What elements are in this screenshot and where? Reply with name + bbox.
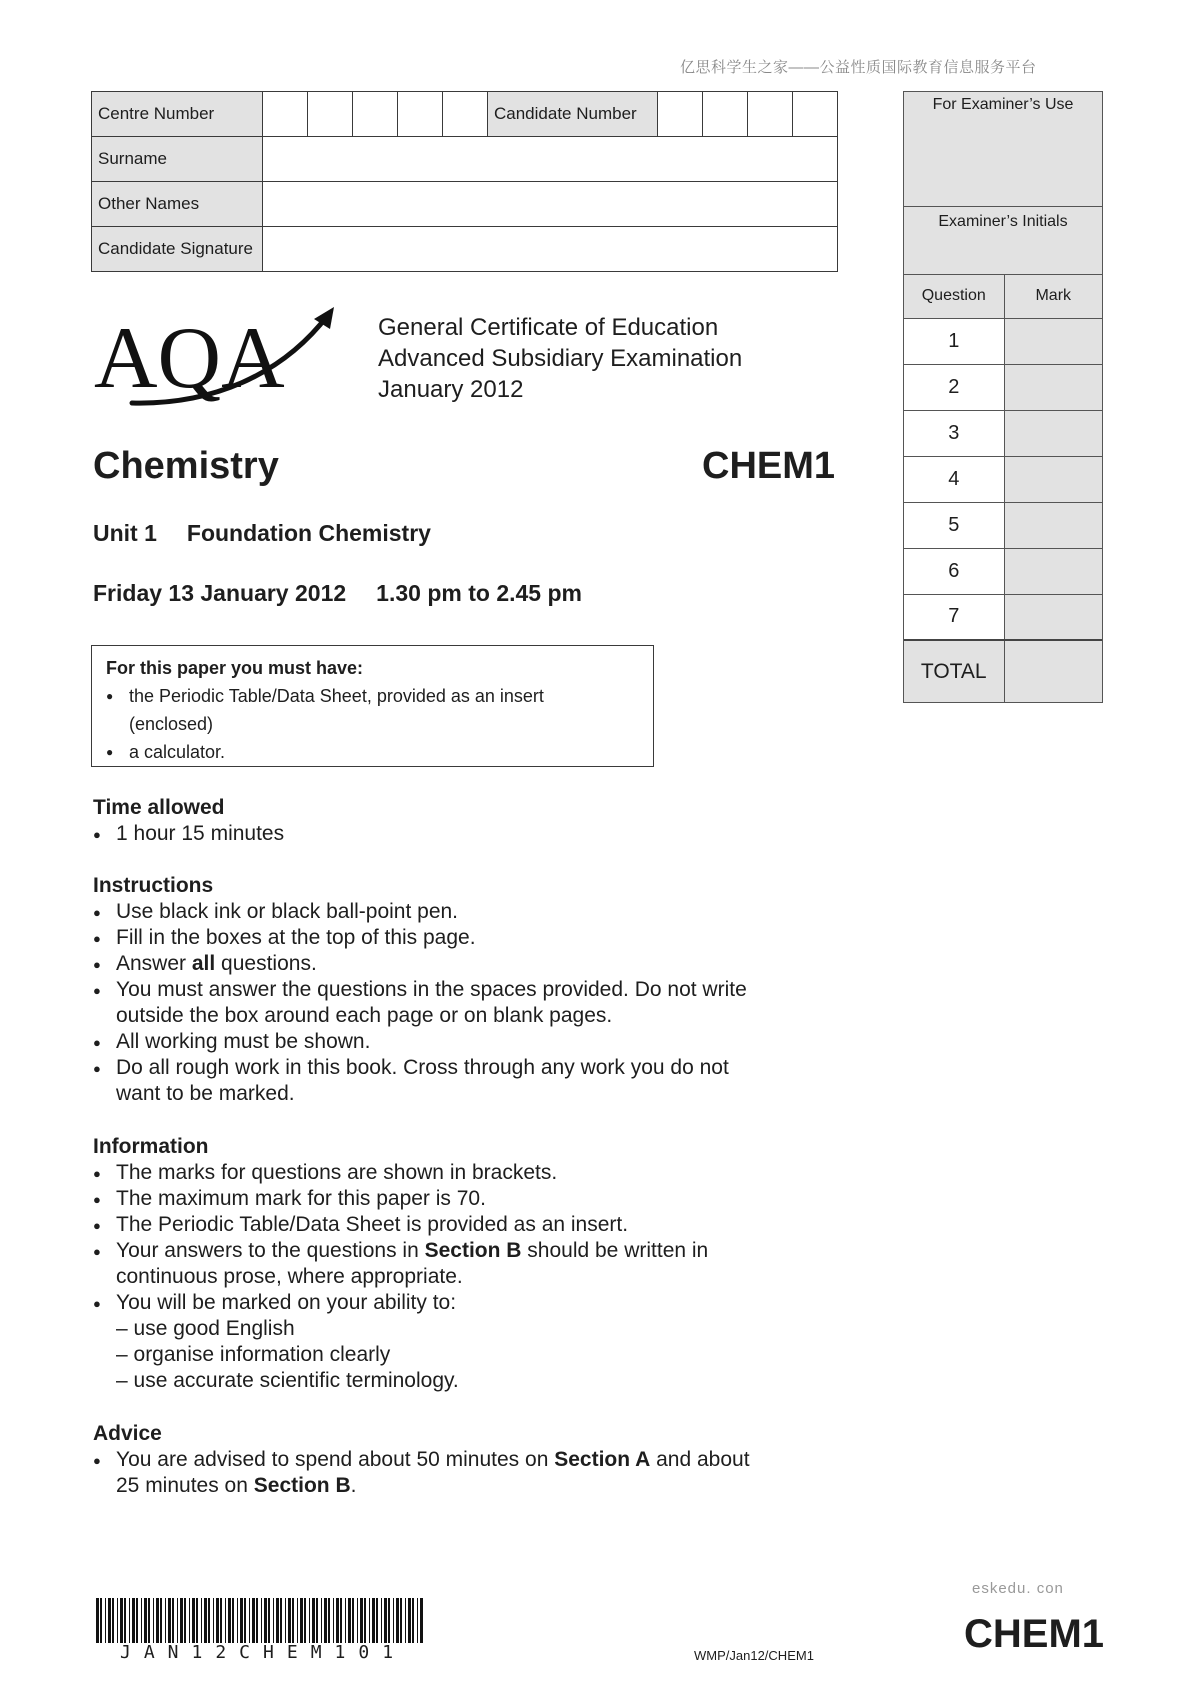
- centre-number-box[interactable]: [398, 92, 443, 137]
- barcode-bar: [100, 1598, 102, 1643]
- barcode-bar: [372, 1598, 375, 1643]
- barcode-bar: [156, 1598, 159, 1643]
- barcode-bar: [328, 1598, 330, 1643]
- barcode-bar: [304, 1598, 306, 1643]
- barcode-bar: [412, 1598, 414, 1643]
- sub-item: – use accurate scientific terminology.: [116, 1369, 459, 1392]
- centre-number-label: Centre Number: [92, 92, 263, 137]
- section-heading: Instructions: [93, 874, 214, 897]
- barcode-bar: [96, 1598, 99, 1643]
- barcode-bar: [129, 1598, 130, 1643]
- list-item: ● You are advised to spend about 50 minutes on Section A and about 25 minutes on Section B.: [93, 1447, 813, 1499]
- marks-grid: [904, 275, 1102, 702]
- barcode-bar: [276, 1598, 279, 1643]
- barcode-bar: [148, 1598, 150, 1643]
- materials-item: ● the Periodic Table/Data Sheet, provided as an insert (enclosed): [106, 682, 639, 738]
- instructions-section: [93, 873, 813, 1107]
- materials-heading: For this paper you must have:: [106, 658, 364, 678]
- list-item: ● You will be marked on your ability to:: [93, 1290, 813, 1316]
- total-label: TOTAL: [904, 640, 1004, 702]
- unit-name: Foundation Chemistry: [186, 520, 431, 546]
- barcode-bar: [105, 1598, 106, 1643]
- question-number: 7: [904, 594, 1004, 640]
- barcode-bar: [264, 1598, 267, 1643]
- barcode-bar: [108, 1598, 111, 1643]
- candidate-number-box[interactable]: [793, 92, 838, 137]
- question-number: 2: [904, 364, 1004, 410]
- barcode-bar: [132, 1598, 135, 1643]
- centre-number-box[interactable]: [443, 92, 488, 137]
- list-item: ● Do all rough work in this book. Cross through any work you do not want to be marked.: [93, 1055, 813, 1107]
- candidate-number-box[interactable]: [748, 92, 793, 137]
- candidate-number-label: Candidate Number: [488, 92, 658, 137]
- barcode-bar: [261, 1598, 262, 1643]
- information-section: [93, 1134, 813, 1394]
- question-number: 6: [904, 548, 1004, 594]
- centre-number-box[interactable]: [263, 92, 308, 137]
- list-item: ● Answer all questions.: [93, 951, 813, 977]
- unit-number: Unit 1: [93, 520, 157, 546]
- other-names-field[interactable]: [263, 182, 838, 227]
- materials-item: ● a calculator.: [106, 738, 639, 766]
- barcode-bar: [420, 1598, 423, 1643]
- barcode-bar: [285, 1598, 286, 1643]
- list-item: ● Your answers to the questions in Section B should be written in continuous prose, where appropriate.: [93, 1238, 813, 1290]
- section-heading: Time allowed: [93, 796, 225, 819]
- barcode-bar: [165, 1598, 166, 1643]
- barcode-bar: [376, 1598, 378, 1643]
- barcode-bar: [300, 1598, 303, 1643]
- barcode-bar: [273, 1598, 274, 1643]
- barcode-bar: [369, 1598, 370, 1643]
- qualification-line: Advanced Subsidiary Examination: [378, 345, 743, 372]
- section-heading: Advice: [93, 1422, 162, 1445]
- mark-cell[interactable]: [1004, 456, 1102, 502]
- exam-date: Friday 13 January 2012: [93, 580, 347, 606]
- candidate-number-box[interactable]: [703, 92, 748, 137]
- barcode-bar: [232, 1598, 234, 1643]
- barcode: [96, 1598, 426, 1643]
- section-heading: Information: [93, 1135, 209, 1158]
- candidate-number-box[interactable]: [658, 92, 703, 137]
- mark-cell[interactable]: [1004, 502, 1102, 548]
- list-item: ● You must answer the questions in the spaces provided. Do not write outside the box around each page or on blank pages.: [93, 977, 813, 1029]
- examiner-use-label: For Examiner’s Use: [904, 92, 1102, 207]
- question-number: 4: [904, 456, 1004, 502]
- barcode-bar: [168, 1598, 171, 1643]
- list-item: ● 1 hour 15 minutes: [93, 821, 813, 847]
- barcode-bar: [124, 1598, 126, 1643]
- mark-cell[interactable]: [1004, 410, 1102, 456]
- unit-title: [93, 520, 431, 547]
- barcode-bar: [393, 1598, 394, 1643]
- barcode-bar: [405, 1598, 406, 1643]
- barcode-bar: [381, 1598, 382, 1643]
- question-number: 3: [904, 410, 1004, 456]
- barcode-bar: [408, 1598, 411, 1643]
- barcode-bar: [249, 1598, 250, 1643]
- barcode-bar: [309, 1598, 310, 1643]
- exam-datetime: [93, 580, 582, 607]
- materials-box: [91, 645, 654, 767]
- barcode-bar: [216, 1598, 219, 1643]
- signature-label: Candidate Signature: [92, 227, 263, 272]
- mark-cell[interactable]: [1004, 318, 1102, 364]
- list-item: ● The maximum mark for this paper is 70.: [93, 1186, 813, 1212]
- question-number: 5: [904, 502, 1004, 548]
- barcode-bar: [396, 1598, 399, 1643]
- barcode-bar: [213, 1598, 214, 1643]
- surname-label: Surname: [92, 137, 263, 182]
- barcode-text: JAN12CHEM101: [120, 1642, 407, 1663]
- watermark-text: 亿思科学生之家——公益性质国际教育信息服务平台: [680, 59, 1037, 76]
- examiner-box: [903, 91, 1103, 703]
- mark-cell[interactable]: [1004, 594, 1102, 640]
- barcode-bar: [333, 1598, 334, 1643]
- barcode-bar: [324, 1598, 327, 1643]
- other-names-label: Other Names: [92, 182, 263, 227]
- question-header: Question: [904, 275, 1004, 318]
- mark-cell[interactable]: [1004, 364, 1102, 410]
- list-item: ● Fill in the boxes at the top of this page.: [93, 925, 813, 951]
- paper-code-footer: CHEM1: [964, 1612, 1105, 1656]
- barcode-bar: [252, 1598, 255, 1643]
- advice-section: [93, 1421, 813, 1499]
- examiner-initials-label: Examiner’s Initials: [904, 207, 1102, 275]
- list-item: ● Use black ink or black ball-point pen.: [93, 899, 813, 925]
- barcode-bar: [340, 1598, 342, 1643]
- list-item: ● The marks for questions are shown in brackets.: [93, 1160, 813, 1186]
- barcode-bar: [237, 1598, 238, 1643]
- barcode-bar: [153, 1598, 154, 1643]
- total-mark-cell[interactable]: [1004, 640, 1102, 702]
- list-item: ● All working must be shown.: [93, 1029, 813, 1055]
- barcode-bar: [160, 1598, 162, 1643]
- barcode-bar: [220, 1598, 222, 1643]
- barcode-bar: [184, 1598, 186, 1643]
- signature-field[interactable]: [263, 227, 838, 272]
- site-watermark: eskedu. con: [972, 1580, 1064, 1597]
- barcode-bar: [384, 1598, 387, 1643]
- barcode-bar: [117, 1598, 118, 1643]
- barcode-bar: [172, 1598, 174, 1643]
- exam-session: January 2012: [378, 376, 524, 403]
- time-allowed-section: [93, 795, 813, 847]
- barcode-bar: [120, 1598, 123, 1643]
- barcode-bar: [192, 1598, 195, 1643]
- barcode-bar: [208, 1598, 210, 1643]
- barcode-bar: [345, 1598, 346, 1643]
- centre-number-box[interactable]: [353, 92, 398, 137]
- barcode-bar: [225, 1598, 226, 1643]
- barcode-bar: [144, 1598, 147, 1643]
- candidate-details-table: [91, 91, 838, 272]
- barcode-bar: [244, 1598, 246, 1643]
- barcode-bar: [360, 1598, 363, 1643]
- barcode-bar: [352, 1598, 354, 1643]
- barcode-bar: [240, 1598, 243, 1643]
- svg-text:AQA: AQA: [94, 310, 285, 407]
- barcode-bar: [312, 1598, 315, 1643]
- barcode-bar: [136, 1598, 138, 1643]
- list-item: ● The Periodic Table/Data Sheet is provided as an insert.: [93, 1212, 813, 1238]
- mark-cell[interactable]: [1004, 548, 1102, 594]
- question-number: 1: [904, 318, 1004, 364]
- barcode-bar: [364, 1598, 366, 1643]
- barcode-bar: [180, 1598, 183, 1643]
- barcode-bar: [177, 1598, 178, 1643]
- barcode-bar: [336, 1598, 339, 1643]
- barcode-bar: [297, 1598, 298, 1643]
- barcode-bar: [388, 1598, 390, 1643]
- exam-time: 1.30 pm to 2.45 pm: [376, 580, 582, 606]
- aqa-logo: [92, 305, 342, 410]
- barcode-bar: [268, 1598, 270, 1643]
- barcode-bar: [189, 1598, 190, 1643]
- centre-number-box[interactable]: [308, 92, 353, 137]
- qualification-line: General Certificate of Education: [378, 314, 719, 341]
- paper-code: CHEM1: [702, 445, 836, 487]
- barcode-bar: [292, 1598, 294, 1643]
- barcode-bar: [112, 1598, 114, 1643]
- barcode-bar: [400, 1598, 402, 1643]
- barcode-bar: [417, 1598, 418, 1643]
- barcode-bar: [288, 1598, 291, 1643]
- barcode-bar: [204, 1598, 207, 1643]
- barcode-bar: [228, 1598, 231, 1643]
- barcode-bar: [256, 1598, 258, 1643]
- surname-field[interactable]: [263, 137, 838, 182]
- barcode-bar: [316, 1598, 318, 1643]
- subject-title: Chemistry: [93, 445, 279, 487]
- barcode-bar: [357, 1598, 358, 1643]
- barcode-bar: [196, 1598, 198, 1643]
- sub-item: – organise information clearly: [116, 1343, 391, 1366]
- barcode-bar: [348, 1598, 351, 1643]
- barcode-bar: [280, 1598, 282, 1643]
- barcode-bar: [201, 1598, 202, 1643]
- qualification-info: [378, 312, 742, 405]
- mark-header: Mark: [1004, 275, 1102, 318]
- barcode-bar: [321, 1598, 322, 1643]
- barcode-bar: [141, 1598, 142, 1643]
- sub-item: – use good English: [116, 1317, 295, 1340]
- paper-reference: WMP/Jan12/CHEM1: [694, 1648, 814, 1663]
